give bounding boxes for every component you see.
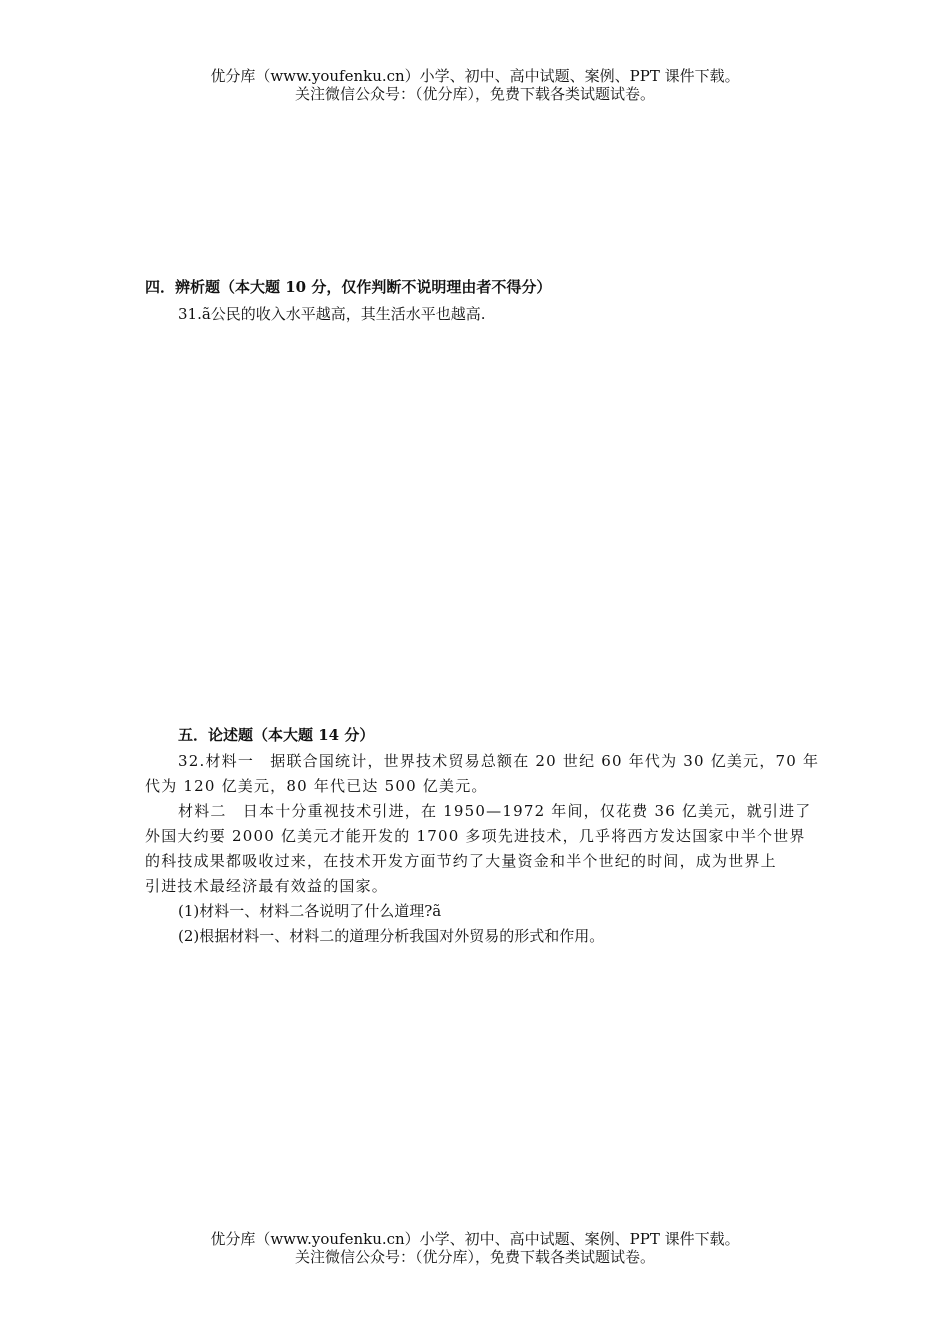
section-5-title: 五．论述题（本大题 14 分） bbox=[178, 726, 375, 744]
footer-line-2: 关注微信公众号：（优分库），免费下载各类试题试卷。 bbox=[294, 1248, 655, 1266]
question-32-line-4: 外国大约要 2000 亿美元才能开发的 1700 多项先进技术，几乎将西方发达国家中半个世界 bbox=[145, 827, 806, 845]
footer-line-1: 优分库（www.youfenku.cn）小学、初中、高中试题、案例、PPT 课件下载。 bbox=[210, 1230, 740, 1248]
page-footer bbox=[0, 1230, 950, 1266]
question-32-line-2: 代为 120 亿美元，80 年代已达 500 亿美元。 bbox=[145, 777, 488, 795]
question-31: 31.ã公民的收入水平越高，其生活水平也越高. bbox=[178, 305, 486, 323]
header-line-1: 优分库（www.youfenku.cn）小学、初中、高中试题、案例、PPT 课件下载。 bbox=[210, 67, 740, 85]
question-32-sub-1: (1)材料一、材料二各说明了什么道理?ã bbox=[178, 902, 442, 920]
question-32-line-1: 32.材料一 据联合国统计，世界技术贸易总额在 20 世纪 60 年代为 30 亿美元，70 年 bbox=[178, 752, 820, 770]
header-line-2: 关注微信公众号：（优分库），免费下载各类试题试卷。 bbox=[294, 85, 655, 103]
section-4-title: 四．辨析题（本大题 10 分，仅作判断不说明理由者不得分） bbox=[145, 278, 552, 296]
question-32-line-6: 引进技术最经济最有效益的国家。 bbox=[145, 877, 389, 895]
page-header bbox=[0, 67, 950, 103]
question-32-line-5: 的科技成果都吸收过来，在技术开发方面节约了大量资金和半个世纪的时间，成为世界上 bbox=[145, 852, 777, 870]
question-32-sub-2: (2)根据材料一、材料二的道理分析我国对外贸易的形式和作用。 bbox=[178, 927, 605, 945]
question-32-line-3: 材料二 日本十分重视技术引进，在 1950—1972 年间，仅花费 36 亿美元，就引进了 bbox=[178, 802, 812, 820]
